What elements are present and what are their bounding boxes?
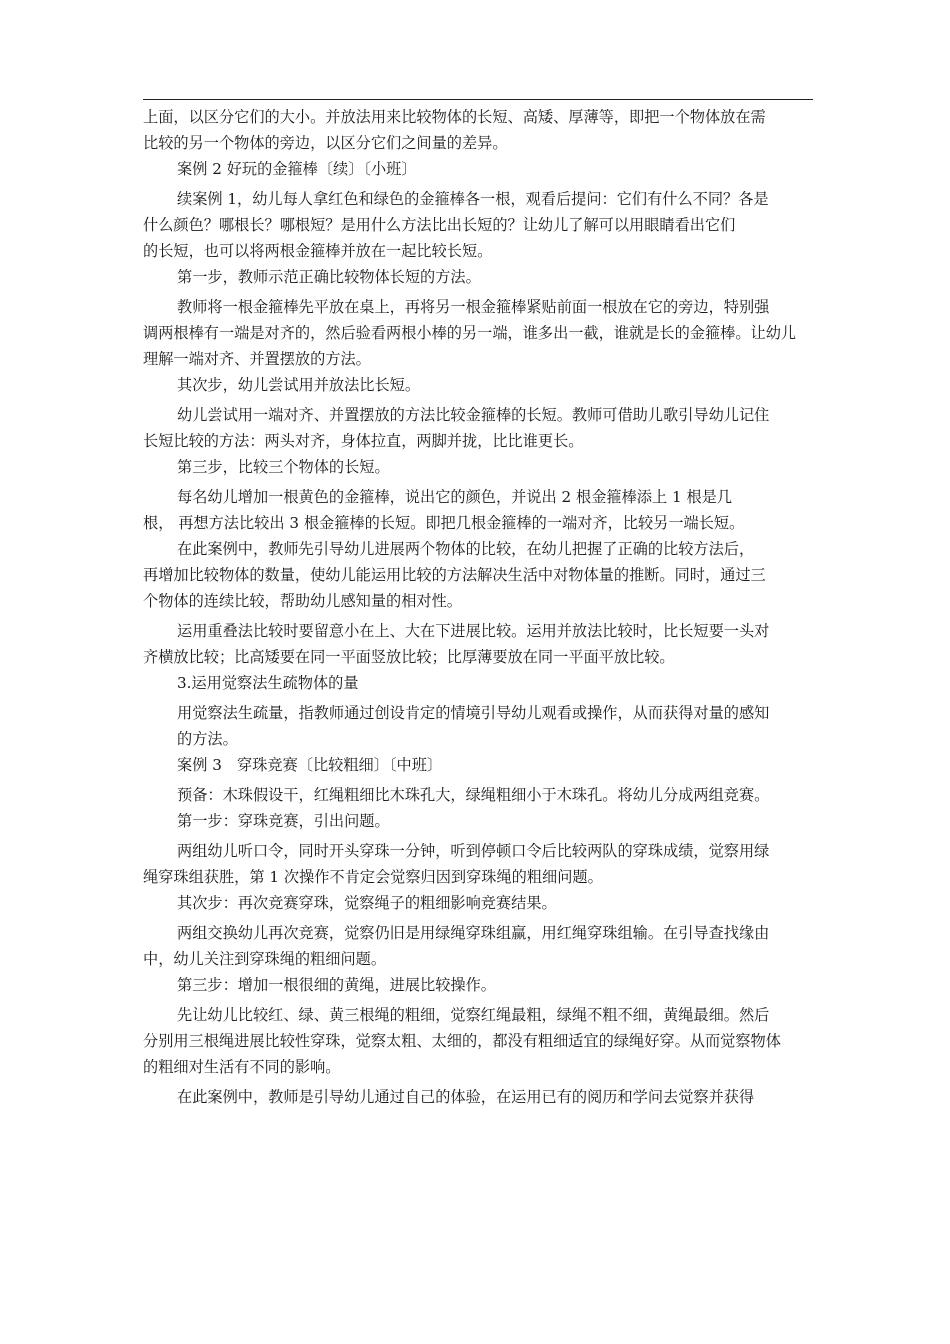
text-line: 个物体的连续比较，帮助幼儿感知量的相对性。 — [143, 592, 462, 610]
text-line: 中，幼儿关注到穿珠绳的粗细问题。 — [143, 950, 386, 968]
text-line: 比较的另一个物体的旁边，以区分它们之间量的差异。 — [143, 134, 508, 152]
text-line: 其次步：再次竞赛穿珠，觉察绳子的粗细影响竞赛结果。 — [177, 894, 557, 912]
text-line: 幼儿尝试用一端对齐、并置摆放的方法比较金箍棒的长短。教师可借助儿歌引导幼儿记住 — [177, 406, 770, 424]
text-line: 的方法。 — [177, 730, 238, 748]
text-line: 每名幼儿增加一根黄色的金箍棒，说出它的颜色，并说出 2 根金箍棒添上 1 根是几 — [177, 488, 733, 506]
text-line: 续案例 1，幼儿每人拿红色和绿色的金箍棒各一根，观看后提问：它们有什么不同？各是 — [177, 190, 769, 208]
document-body — [143, 104, 853, 1110]
text-line: 用觉察法生疏量，指教师通过创设肯定的情境引导幼儿观看或操作，从而获得对量的感知 — [177, 704, 770, 722]
text-line: 长短比较的方法：两头对齐，身体拉直，两脚并拢，比比谁更长。 — [143, 432, 584, 450]
text-line: 先让幼儿比较红、绿、黄三根绳的粗细，觉察红绳最粗，绿绳不粗不细，黄绳最细。然后 — [177, 1006, 770, 1024]
text-line: 案例 3 穿珠竞赛〔比较粗细〕〔中班〕 — [177, 756, 443, 774]
text-line: 分别用三根绳进展比较性穿珠，觉察太粗、太细的，都没有粗细适宜的绿绳好穿。从而觉察物体 — [143, 1032, 781, 1050]
text-line: 预备：木珠假设干，红绳粗细比木珠孔大，绿绳粗细小于木珠孔。将幼儿分成两组竞赛。 — [177, 786, 770, 804]
text-line: 再增加比较物体的数量，使幼儿能运用比较的方法解决生活中对物体量的推断。同时，通过三 — [143, 566, 766, 584]
text-line: 第三步，比较三个物体的长短。 — [177, 458, 390, 476]
text-line: 理解一端对齐、并置摆放的方法。 — [143, 350, 371, 368]
text-line: 两组交换幼儿再次竞赛，觉察仍旧是用绿绳穿珠组赢，用红绳穿珠组输。在引导查找缘由 — [177, 924, 770, 942]
header-rule — [143, 99, 813, 100]
text-line: 3.运用觉察法生疏物体的量 — [177, 674, 359, 692]
text-line: 两组幼儿听口令，同时开头穿珠一分钟，听到停顿口令后比较两队的穿珠成绩，觉察用绿 — [177, 842, 770, 860]
text-line: 齐横放比较；比高矮要在同一平面竖放比较；比厚薄要放在同一平面平放比较。 — [143, 648, 675, 666]
text-line: 上面，以区分它们的大小。并放法用来比较物体的长短、高矮、厚薄等，即把一个物体放在需 — [143, 108, 766, 126]
text-line: 第三步：增加一根很细的黄绳，进展比较操作。 — [177, 976, 496, 994]
text-line: 的长短，也可以将两根金箍棒并放在一起比较长短。 — [143, 242, 493, 260]
text-line: 绳穿珠组获胜，第 1 次操作不肯定会觉察归因到穿珠绳的粗细问题。 — [143, 868, 603, 886]
text-line: 在此案例中，教师先引导幼儿进展两个物体的比较，在幼儿把握了正确的比较方法后， — [177, 540, 755, 558]
text-line: 其次步，幼儿尝试用并放法比长短。 — [177, 376, 420, 394]
text-line: 第一步：穿珠竞赛，引出问题。 — [177, 812, 390, 830]
text-line: 运用重叠法比较时要留意小在上、大在下进展比较。运用并放法比较时，比长短要一头对 — [177, 622, 770, 640]
document-page — [143, 0, 853, 1344]
text-line: 第一步，教师示范正确比较物体长短的方法。 — [177, 268, 481, 286]
text-line: 的粗细对生活有不同的影响。 — [143, 1058, 341, 1076]
text-line: 在此案例中，教师是引导幼儿通过自己的体验，在运用已有的阅历和学问去觉察并获得 — [177, 1088, 755, 1106]
text-line: 教师将一根金箍棒先平放在桌上，再将另一根金箍棒紧贴前面一根放在它的旁边，特别强 — [177, 298, 770, 316]
text-line: 案例 2 好玩的金箍棒〔续〕〔小班〕 — [177, 160, 417, 178]
text-line: 根， 再想方法比较出 3 根金箍棒的长短。即把几根金箍棒的一端对齐，比较另一端长短。 — [143, 514, 745, 532]
text-line: 什么颜色？哪根长？哪根短？是用什么方法比出长短的？让幼儿了解可以用眼睛看出它们 — [143, 216, 736, 234]
text-line: 调两根棒有一端是对齐的，然后验看两根小棒的另一端，谁多出一截，谁就是长的金箍棒。让幼儿 — [143, 324, 797, 342]
